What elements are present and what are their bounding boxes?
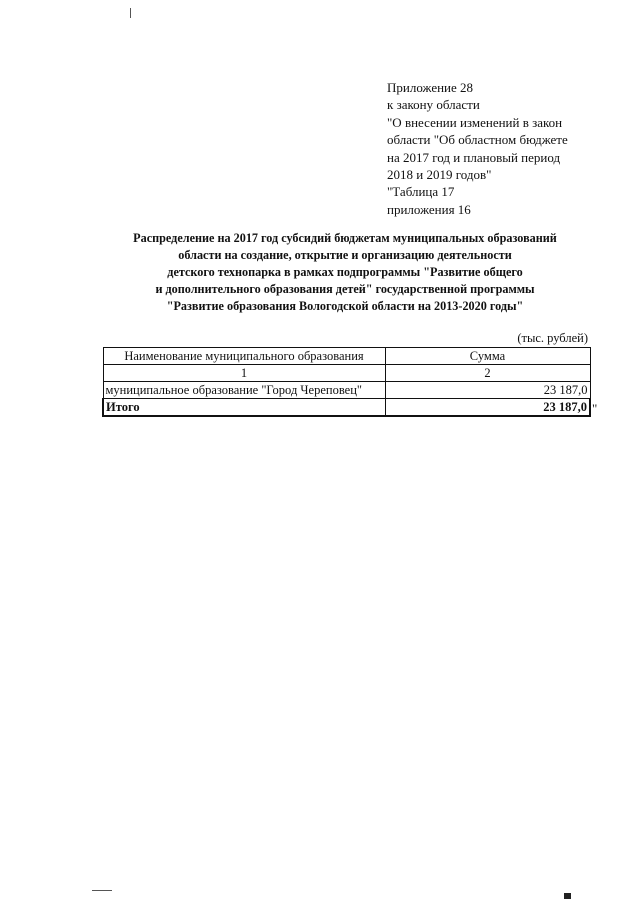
appendix-line: к закону области	[387, 97, 480, 113]
title-line: Распределение на 2017 год субсидий бюджетам муниципальных образований	[133, 231, 557, 245]
column-number: 2	[385, 365, 590, 382]
appendix-line: 2018 и 2019 годов"	[387, 167, 492, 183]
document-title	[100, 230, 590, 315]
total-amount: 23 187,0	[385, 399, 590, 417]
column-number: 1	[103, 365, 385, 382]
appendix-line: области "Об областном бюджете	[387, 132, 568, 148]
column-header-name: Наименование муниципального образования	[103, 348, 385, 365]
title-line: и дополнительного образования детей" государственной программы	[155, 282, 535, 296]
table-header-row	[103, 348, 590, 365]
municipality-name: муниципальное образование "Город Череповец"	[103, 382, 385, 399]
appendix-line: Приложение 28	[387, 80, 474, 95]
title-line: "Развитие образования Вологодской области на 2013-2020 годы"	[166, 299, 524, 313]
appendix-line: "Таблица 17	[387, 184, 455, 200]
column-header-sum: Сумма	[385, 348, 590, 365]
scan-artifact	[92, 890, 112, 891]
subsidy-amount: 23 187,0	[385, 382, 590, 399]
table-row	[103, 382, 590, 399]
appendix-reference	[387, 79, 597, 218]
title-line: детского технопарка в рамках подпрограммы "Развитие общего	[167, 265, 523, 279]
scan-artifact	[130, 8, 131, 18]
units-label: (тыс. рублей)	[517, 331, 588, 345]
total-label: Итого	[103, 399, 385, 417]
appendix-line: "О внесении изменений в закон	[387, 114, 563, 130]
appendix-line: на 2017 год и плановый период	[387, 149, 561, 165]
appendix-line: приложения 16	[387, 201, 471, 217]
closing-quote: "	[592, 401, 598, 416]
total-row	[103, 399, 590, 417]
column-number-row	[103, 365, 590, 382]
scan-artifact	[564, 893, 571, 899]
subsidy-table	[102, 347, 591, 417]
title-line: области на создание, открытие и организацию деятельности	[178, 248, 512, 262]
